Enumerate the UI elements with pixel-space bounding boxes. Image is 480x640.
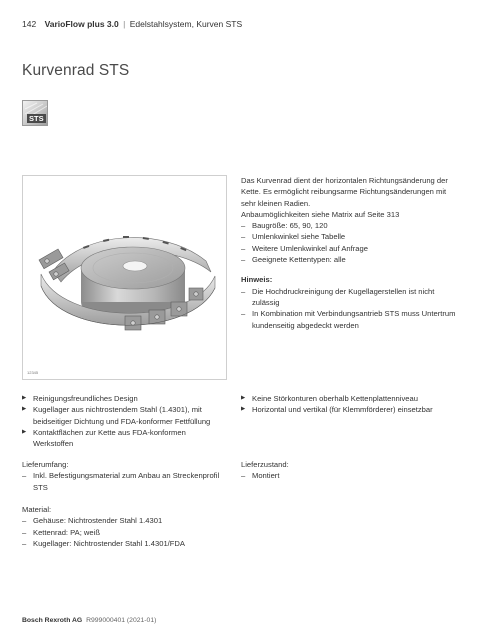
list-item: – Gehäuse: Nichtrostender Stahl 1.4301 [22,515,242,526]
delivery-list [22,470,232,493]
material-title: Material: [22,505,52,514]
feature-item: ▶ Horizontal und vertikal (für Klemmförderer) einsetzbar [241,404,461,415]
list-item: – In Kombination mit Verbindungsantrieb STS muss Untertrum kundenseitig abgedeckt werden [241,308,461,331]
list-item: – Kugellager: Nichtrostender Stahl 1.4301/FDA [22,538,242,549]
footer-company: Bosch Rexroth AG [22,617,83,624]
features-left-list [22,393,227,449]
feature-item: ▶ Keine Störkonturen oberhalb Kettenplattenniveau [241,393,461,404]
feature-item: ▶ Kontaktflächen zur Kette aus FDA-konformen Werkstoffen [22,427,227,450]
page-header [22,19,242,29]
list-item: – Umlenkwinkel siehe Tabelle [241,231,461,242]
curve-wheel-photo [23,176,226,379]
sts-badge-label: STS [29,114,44,123]
features-right-list [241,393,461,416]
material-list [22,515,242,549]
image-code: 12345 [27,370,39,375]
list-item: – Die Hochdruckreinigung der Kugellagerstellen ist nicht zulässig [241,286,461,309]
delivery-state [241,459,441,482]
header-separator: | [123,19,126,29]
hint-list [241,286,461,331]
list-item: – Kettenrad: PA; weiß [22,527,242,538]
list-item: – Montiert [241,470,441,481]
list-item: – Baugröße: 65, 90, 120 [241,220,461,231]
delivery-state-title: Lieferzustand: [241,460,289,469]
delivery-title: Lieferumfang: [22,460,69,469]
section-name: Edelstahlsystem, Kurven STS [129,19,243,29]
options-intro: Anbaumöglichkeiten siehe Matrix auf Seite 313 [241,209,400,219]
page-number: 142 [22,19,37,29]
description-block [241,175,461,331]
list-item: – Inkl. Befestigungsmaterial zum Anbau an Streckenprofil STS [22,470,232,493]
page-footer [22,617,156,624]
page-title: Kurvenrad STS [22,62,130,79]
sts-stainless-icon [22,100,48,126]
delivery-state-list [241,470,441,481]
product-image-frame [22,175,227,380]
material-block [22,504,242,549]
description-intro: Das Kurvenrad dient der horizontalen Richtungsänderung der Kette. Es ermöglicht reibungsarme Richtungsänderungen mit sehr kleinen Radien. [241,176,448,208]
feature-item: ▶ Kugellager aus nichtrostendem Stahl (1.4301), mit beidseitiger Dichtung und FDA-konformer Fettfüllung [22,404,227,427]
feature-item: ▶ Reinigungsfreundliches Design [22,393,227,404]
product-name: VarioFlow plus 3.0 [44,19,119,29]
list-item: – Weitere Umlenkwinkel auf Anfrage [241,243,461,254]
options-list [241,220,461,265]
footer-doc-number: R999000401 (2021-01) [86,617,157,624]
delivery-scope [22,459,232,493]
hint-title: Hinweis: [241,275,273,285]
list-item: – Geeignete Kettentypen: alle [241,254,461,265]
